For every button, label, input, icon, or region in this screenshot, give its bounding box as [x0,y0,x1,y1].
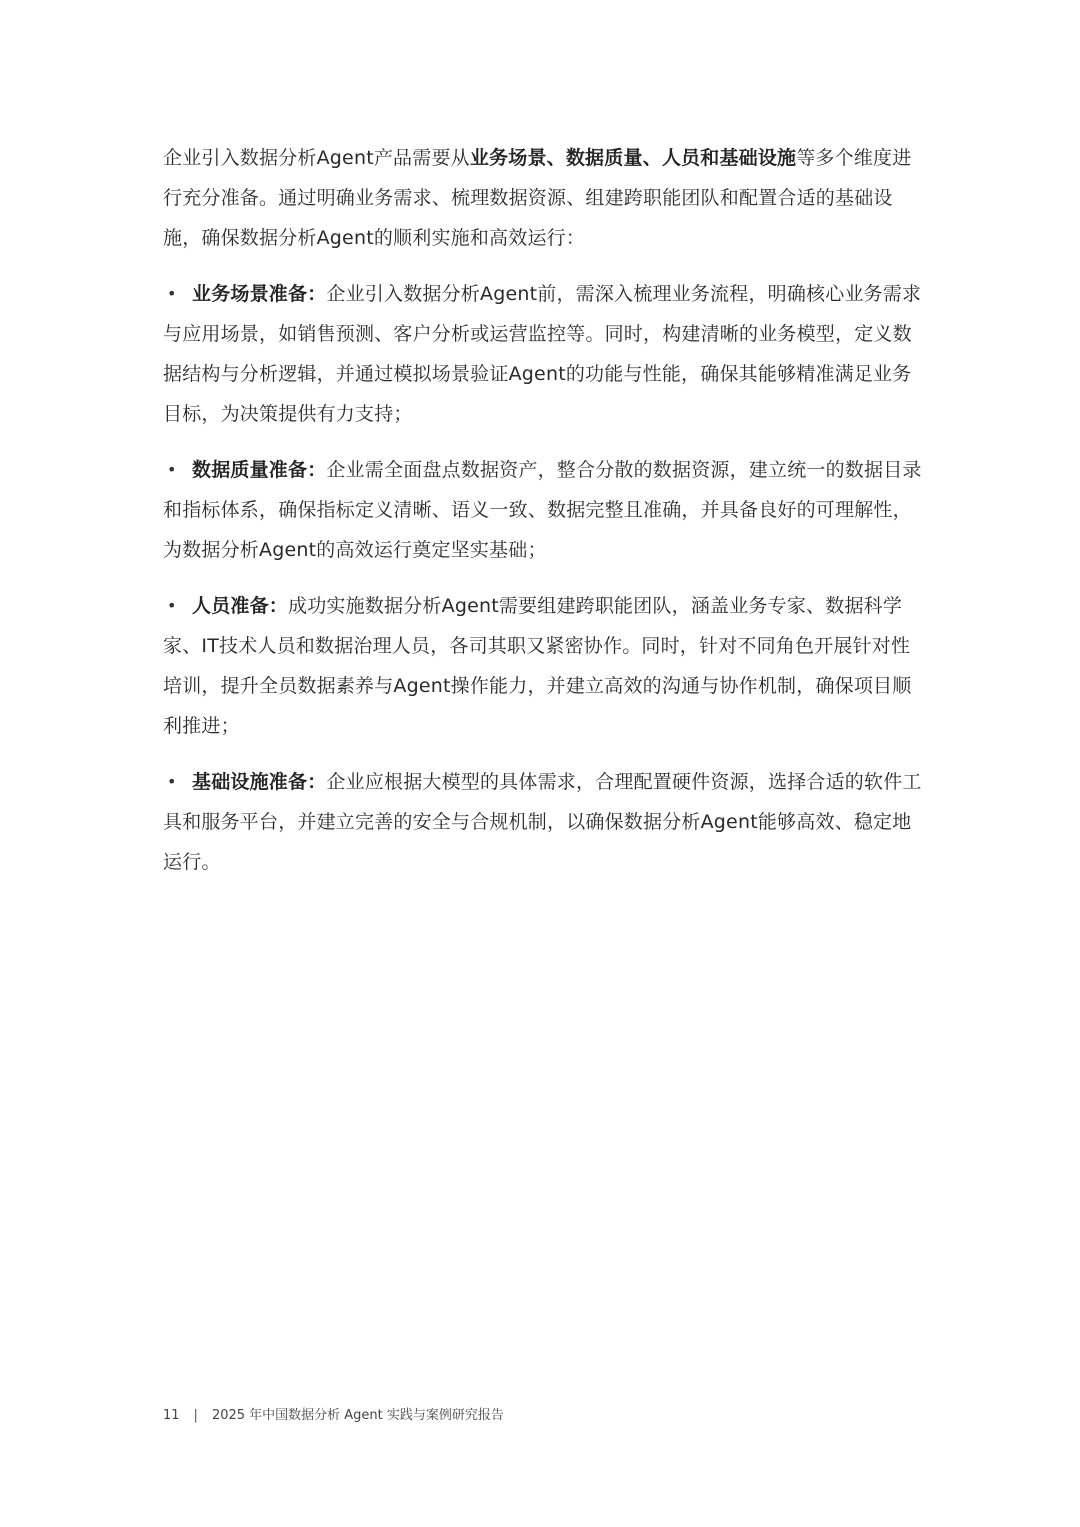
bullet-infrastructure [163,762,923,882]
page-footer [163,1404,504,1423]
intro-text-end: 等多个维度进行充分准备。通过明确业务需求、梳理数据资源、组建跨职能团队和配置合适的基础设施，确保数据分析Agent的顺利实施和高效运行： [163,147,912,249]
bullet-text: 企业应根据大模型的具体需求，合理配置硬件资源，选择合适的软件工具和服务平台，并建立完善的安全与合规机制，以确保数据分析Agent能够高效、稳定地运行。 [163,771,922,873]
intro-paragraph [163,138,923,258]
bullet-body [163,450,923,570]
bullet-text: 成功实施数据分析Agent需要组建跨职能团队，涵盖业务专家、数据科学家、IT技术人员和数据治理人员，各司其职又紧密协作。同时，针对不同角色开展针对性培训，提升全员数据素养与Agent操作能力，并建立高效的沟通与协作机制，确保项目顺利推进； [163,595,912,737]
bullet-title: 数据质量准备： [192,459,327,481]
intro-bold-dimensions: 业务场景、数据质量、人员和基础设施 [469,147,797,169]
bullet-data-quality [163,450,923,570]
bullet-marker: • [167,284,177,303]
report-title: 2025 年中国数据分析 Agent 实践与案例研究报告 [211,1408,504,1423]
bullet-body [163,762,923,882]
bullet-business-scenario [163,274,923,434]
bullet-personnel [163,586,923,746]
body-text [163,138,923,898]
bullet-body [163,274,923,434]
intro-text-start: 企业引入数据分析Agent产品需要从 [163,147,470,169]
bullet-marker: • [167,772,177,791]
bullet-text: 企业需全面盘点数据资产，整合分散的数据资源，建立统一的数据目录和指标体系，确保指标定义清晰、语义一致、数据完整且准确，并具备良好的可理解性，为数据分析Agent的高效运行奠定坚实基础； [163,459,922,561]
bullet-body [163,586,923,746]
bullet-title: 基础设施准备： [192,771,327,793]
bullet-text: 企业引入数据分析Agent前，需深入梳理业务流程，明确核心业务需求与应用场景，如销售预测、客户分析或运营监控等。同时，构建清晰的业务模型，定义数据结构与分析逻辑，并通过模拟场景验证Agent的功能与性能，确保其能够精准满足业务目标，为决策提供有力支持； [163,283,922,425]
page-number: 11 [163,1408,180,1423]
bullet-title: 人员准备： [192,595,289,617]
bullet-marker: • [167,596,177,615]
bullet-title: 业务场景准备： [192,283,327,305]
bullet-marker: • [167,460,177,479]
footer-separator: | [193,1408,198,1423]
